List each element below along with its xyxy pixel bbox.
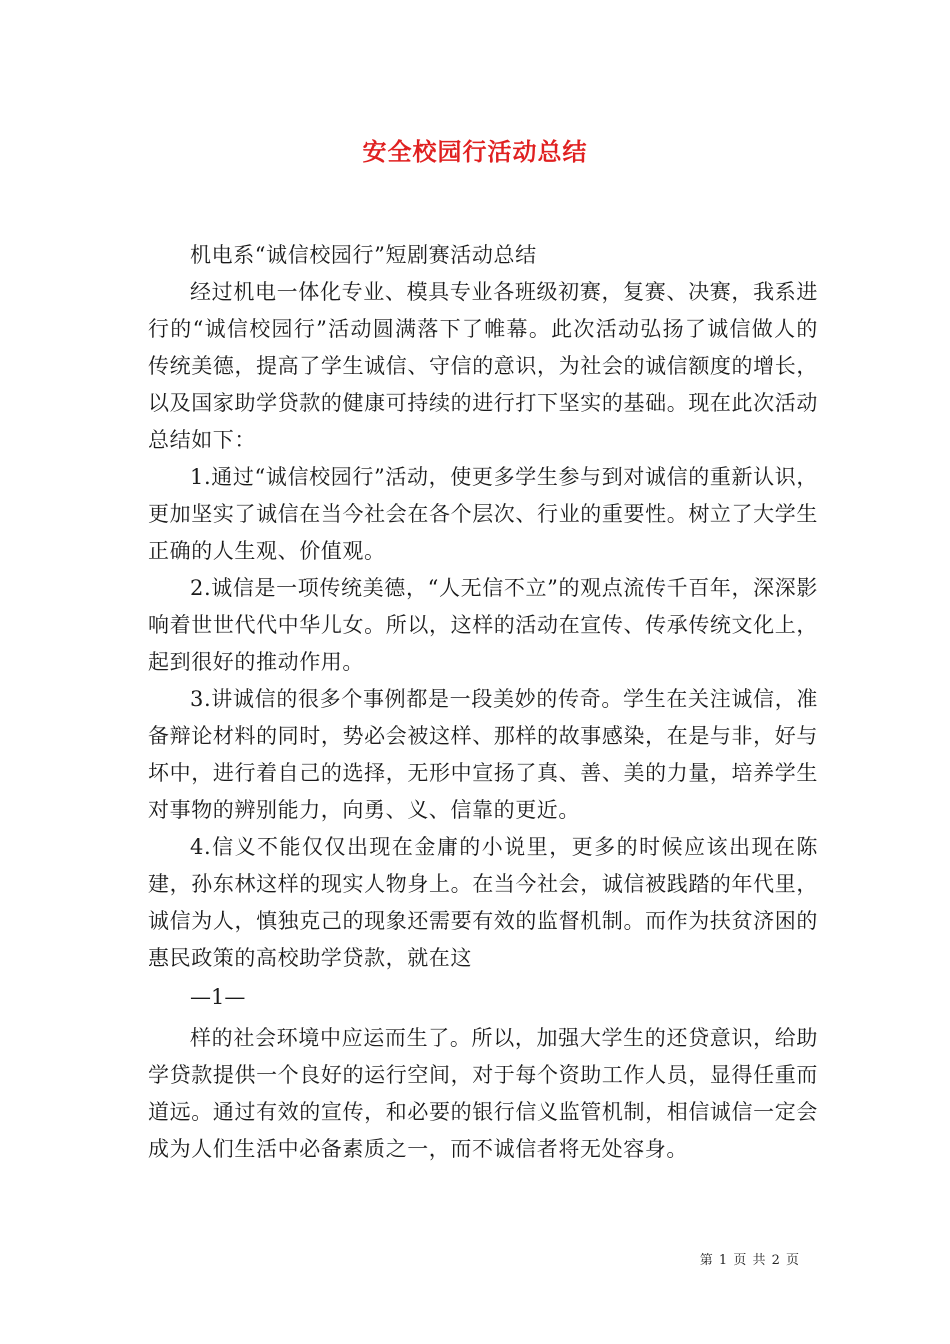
document-body <box>148 237 818 1168</box>
document-title: 安全校园行活动总结 <box>362 137 588 166</box>
paragraph-point-2: 2.诚信是一项传统美德，“人无信不立”的观点流传千百年，深深影响着世世代代中华儿女。所以，这样的活动在宣传、传承传统文化上，起到很好的推动作用。 <box>148 576 818 674</box>
paragraph-continuation: 样的社会环境中应运而生了。所以，加强大学生的还贷意识，给助学贷款提供一个良好的运行空间，对于每个资助工作人员，显得任重而道远。通过有效的宣传，和必要的银行信义监管机制，相信诚信一定会成为人们生活中必备素质之一，而不诚信者将无处容身。 <box>148 1026 818 1161</box>
paragraph-point-3: 3.讲诚信的很多个事例都是一段美妙的传奇。学生在关注诚信，准备辩论材料的同时，势必会被这样、那样的故事感染，在是与非，好与坏中，进行着自己的选择，无形中宣扬了真、善、美的力量，培养学生对事物的辨别能力，向勇、义、信靠的更近。 <box>148 687 818 822</box>
paragraph-point-4: 4.信义不能仅仅出现在金庸的小说里，更多的时候应该出现在陈建，孙东林这样的现实人物身上。在当今社会，诚信被践踏的年代里，诚信为人，慎独克己的现象还需要有效的监督机制。而作为扶贫济困的惠民政策的高校助学贷款，就在这 <box>148 835 818 970</box>
paragraph-intro: 经过机电一体化专业、模具专业各班级初赛，复赛、决赛，我系进行的“诚信校园行”活动圆满落下了帷幕。此次活动弘扬了诚信做人的传统美德，提高了学生诚信、守信的意识，为社会的诚信额度的增长，以及国家助学贷款的健康可持续的进行打下坚实的基础。现在此次活动总结如下： <box>148 280 818 452</box>
paragraph-point-1: 1.通过“诚信校园行”活动，使更多学生参与到对诚信的重新认识，更加坚实了诚信在当今社会在各个层次、行业的重要性。树立了大学生正确的人生观、价值观。 <box>148 465 818 563</box>
page-number-footer: 第 1 页 共 2 页 <box>699 1253 800 1268</box>
paragraph-subtitle: 机电系“诚信校园行”短剧赛活动总结 <box>190 243 537 267</box>
inline-page-mark: —1— <box>190 985 246 1009</box>
